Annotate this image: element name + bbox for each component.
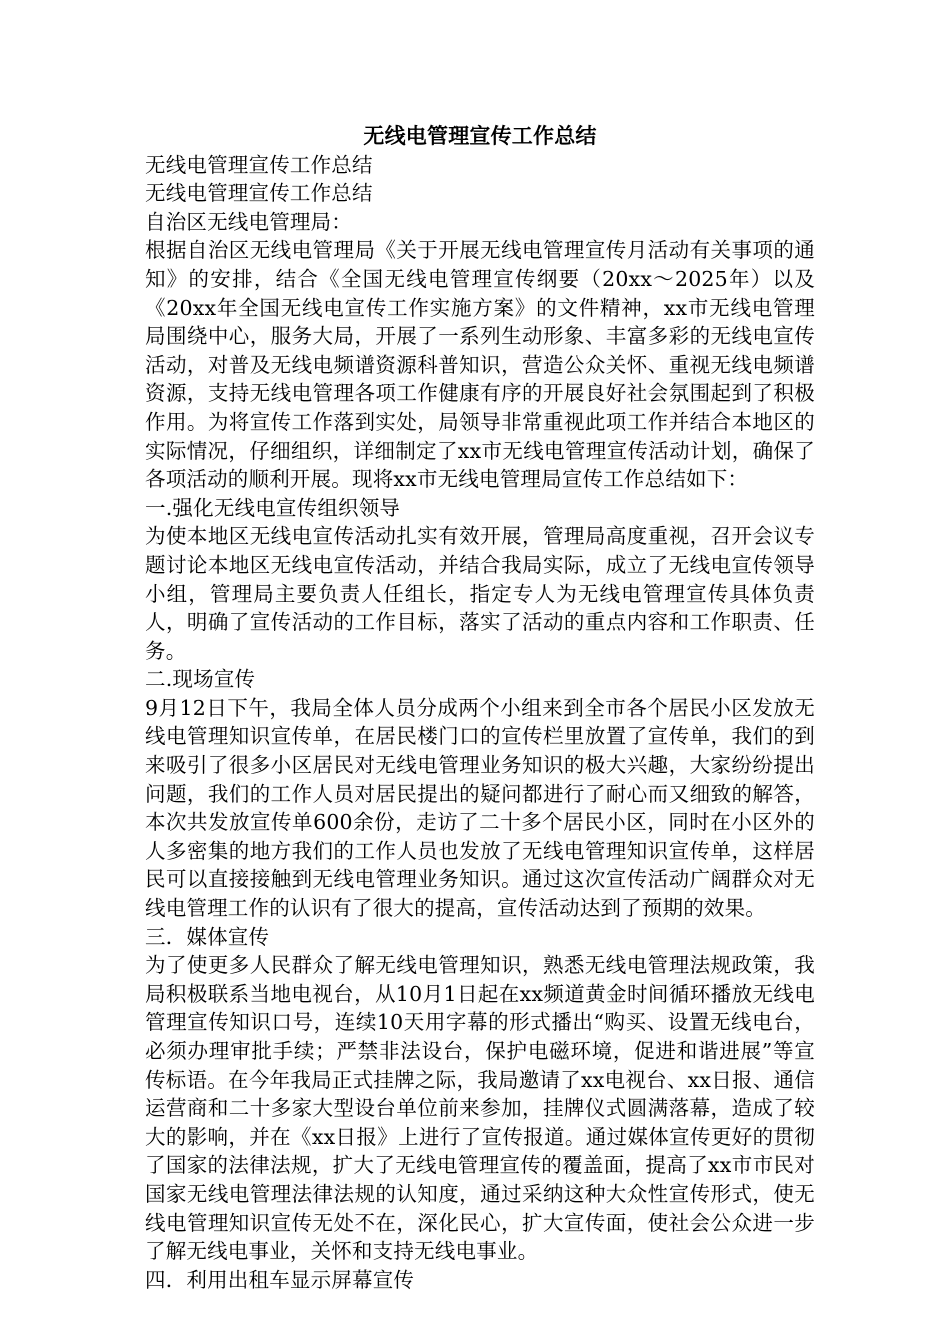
intro-paragraph: 根据自治区无线电管理局《关于开展无线电管理宣传月活动有关事项的通知》的安排，结合《全国无线电管理宣传纲要（20xx～2025年）以及《20xx年全国无线电宣传工作实施方案》的文件精神，xx市无线电管理局围绕中心，服务大局，开展了一系列生动形象、丰富多彩的无线电宣传活动，对普及无线电频谱资源科普知识，营造公众关怀、重视无线电频谱资源，支持无线电管理各项工作健康有序的开展良好社会氛围起到了积极作用。为将宣传工作落到实处，局领导非常重视此项工作并结合本地区的实际情况，仔细组织，详细制定了xx市无线电管理宣传活动计划，确保了各项活动的顺利开展。现将xx市无线电管理局宣传工作总结如下： — [145, 238, 815, 492]
section-heading-2: 二.现场宣传 — [145, 667, 256, 692]
subtitle-line-1: 无线电管理宣传工作总结 — [145, 152, 373, 177]
section-body-3: 为了使更多人民群众了解无线电管理知识，熟悉无线电管理法规政策，我局积极联系当地电视台，从10月1日起在xx频道黄金时间循环播放无线电管理宣传知识口号，连续10天用字幕的形式播出“购买、设置无线电台，必须办理审批手续；严禁非法设台，保护电磁环境，促进和谐进展”等宣传标语。在今年我局正式挂牌之际，我局邀请了xx电视台、xx日报、通信运营商和二十多家大型设台单位前来参加，挂牌仪式圆满落幕，造成了较大的影响，并在《xx日报》上进行了宣传报道。通过媒体宣传更好的贯彻了国家的法律法规，扩大了无线电管理宣传的覆盖面，提高了xx市市民对国家无线电管理法律法规的认知度，通过采纳这种大众性宣传形式，使无线电管理知识宣传无处不在，深化民心，扩大宣传面，使社会公众进一步了解无线电事业，关怀和支持无线电事业。 — [145, 953, 815, 1264]
document-body — [145, 122, 815, 1294]
document-title: 无线电管理宣传工作总结 — [363, 123, 597, 148]
section-heading-3: 三．媒体宣传 — [145, 924, 270, 949]
section-heading-4: 四．利用出租车显示屏幕宣传 — [145, 1267, 415, 1292]
section-heading-1: 一.强化无线电宣传组织领导 — [145, 495, 401, 520]
subtitle-line-2: 无线电管理宣传工作总结 — [145, 181, 373, 206]
section-body-1: 为使本地区无线电宣传活动扎实有效开展，管理局高度重视，召开会议专题讨论本地区无线电宣传活动，并结合我局实际，成立了无线电宣传领导小组，管理局主要负责人任组长，指定专人为无线电管理宣传具体负责人，明确了宣传活动的工作目标，落实了活动的重点内容和工作职责、任务。 — [145, 524, 815, 663]
section-body-2: 9月12日下午，我局全体人员分成两个小组来到全市各个居民小区发放无线电管理知识宣传单，在居民楼门口的宣传栏里放置了宣传单，我们的到来吸引了很多小区居民对无线电管理业务知识的极大兴趣，大家纷纷提出问题，我们的工作人员对居民提出的疑问都进行了耐心而又细致的解答，本次共发放宣传单600余份，走访了二十多个居民小区，同时在小区外的人多密集的地方我们的工作人员也发放了无线电管理知识宣传单，这样居民可以直接接触到无线电管理业务知识。通过这次宣传活动广阔群众对无线电管理工作的认识有了很大的提高，宣传活动达到了预期的效果。 — [145, 695, 815, 921]
addressee: 自治区无线电管理局： — [145, 209, 352, 234]
